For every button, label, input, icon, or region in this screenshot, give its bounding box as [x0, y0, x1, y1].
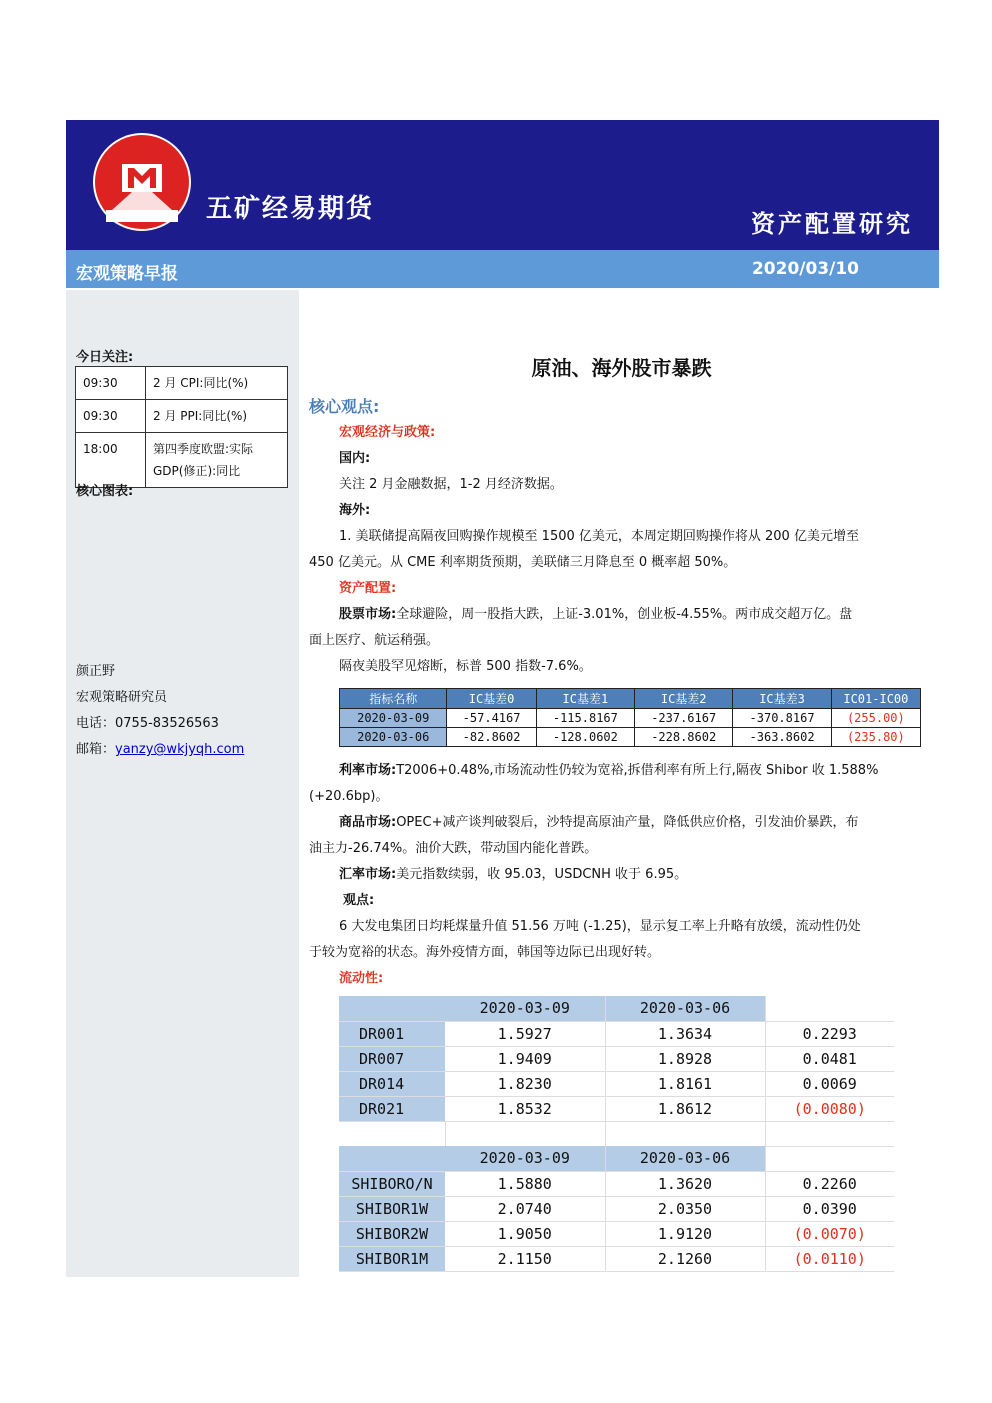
- rate-name: DR014: [339, 1071, 445, 1096]
- table-row: [339, 1246, 894, 1271]
- company-name: 五矿经易期货: [206, 194, 375, 224]
- rate-name: SHIBORO/N: [339, 1171, 445, 1196]
- author-phone: 电话：0755-83526563: [76, 716, 219, 731]
- table-cell: 1.8230: [445, 1071, 605, 1096]
- table-cell: (0.0070): [765, 1221, 894, 1246]
- author-role: 宏观策略研究员: [76, 690, 168, 705]
- overseas-heading: 海外:: [339, 503, 371, 518]
- diff-header: [765, 996, 894, 1021]
- table-row: [339, 1021, 894, 1046]
- minmetals-logo: [92, 132, 192, 232]
- fx-market-row: [339, 862, 687, 888]
- row-date: 2020-03-06: [340, 728, 447, 747]
- table-cell: (255.00): [831, 709, 920, 728]
- event-time: 09:30: [76, 400, 146, 433]
- table-cell: (0.0110): [765, 1246, 894, 1271]
- email-link[interactable]: yanzy@wkjyqh.com: [115, 742, 245, 757]
- event-time: 09:30: [76, 367, 146, 400]
- asset-allocation-heading: 资产配置:: [339, 581, 397, 596]
- event-name: 第四季度欧盟:实际GDP(修正):同比: [146, 433, 288, 488]
- rate-name: SHIBOR2W: [339, 1221, 445, 1246]
- commodity-text: OPEC+减产谈判破裂后，沙特提高原油产量，降低供应价格，引发油价暴跌，布: [396, 815, 859, 830]
- commodity-label: 商品市场:: [339, 815, 397, 830]
- column-header: IC基差0: [447, 689, 536, 709]
- fx-text: 美元指数续弱，收 95.03，USDCNH 收于 6.95。: [396, 867, 688, 882]
- table-cell: 1.9050: [445, 1221, 605, 1246]
- rate-name: SHIBOR1M: [339, 1246, 445, 1271]
- event-time: 18:00: [76, 433, 146, 488]
- overseas-text-2: 450 亿美元。从 CME 利率期货预期，美联储三月降息至 0 概率超 50%。: [309, 555, 737, 570]
- rate-name: DR007: [339, 1046, 445, 1071]
- stock-text-2: 面上医疗、航运稍强。: [309, 633, 440, 648]
- report-type: 宏观策略早报: [76, 264, 178, 284]
- report-date: 2020/03/10: [751, 259, 859, 279]
- table-cell: -82.8602: [447, 728, 536, 747]
- column-header: IC基差2: [635, 689, 733, 709]
- view-text-1: 6 大发电集团日均耗煤量升值 51.56 万吨 (-1.25)，显示复工率上升略有放缓，流动性仍处: [339, 919, 861, 934]
- table-cell: (235.80): [831, 728, 920, 747]
- table-cell: 0.2293: [765, 1021, 894, 1046]
- stock-text: 全球避险，周一股指大跌，上证-3.01%，创业板-4.55%。两市成交超万亿。盘: [396, 607, 853, 622]
- table-cell: 1.8928: [605, 1046, 765, 1071]
- table-row: [76, 400, 288, 433]
- table-cell: 2.0740: [445, 1196, 605, 1221]
- table-row: [339, 1071, 894, 1096]
- core-view-heading: 核心观点:: [309, 397, 380, 416]
- diff-header: [765, 1146, 894, 1171]
- table-row: [339, 1171, 894, 1196]
- report-subbar: [66, 250, 939, 288]
- table-cell: (0.0080): [765, 1096, 894, 1121]
- column-header: 指标名称: [340, 689, 447, 709]
- rate-name: DR021: [339, 1096, 445, 1121]
- column-header: 2020-03-09: [445, 996, 605, 1021]
- us-stock-text: 隔夜美股罕见熔断，标普 500 指数-7.6%。: [339, 659, 592, 674]
- domestic-text: 关注 2 月金融数据，1-2 月经济数据。: [339, 477, 563, 492]
- row-date: 2020-03-09: [340, 709, 447, 728]
- commodity-text-2: 油主力-26.74%。油价大跌，带动国内能化普跌。: [309, 841, 598, 856]
- table-cell: 0.0481: [765, 1046, 894, 1071]
- shibor-rate-table: [339, 1146, 894, 1272]
- view-heading: 观点:: [343, 893, 375, 908]
- table-cell: -228.8602: [635, 728, 733, 747]
- table-cell: 1.3634: [605, 1021, 765, 1046]
- column-header: 2020-03-06: [605, 1146, 765, 1171]
- table-cell: 2.1260: [605, 1246, 765, 1271]
- rate-label: 利率市场:: [339, 763, 397, 778]
- sidebar: [66, 290, 299, 1277]
- fx-label: 汇率市场:: [339, 867, 397, 882]
- table-row: [340, 728, 921, 747]
- focus-title: 今日关注:: [76, 350, 134, 365]
- author-name: 颜正野: [76, 664, 116, 679]
- report-header: [66, 120, 939, 250]
- rate-text-2: (+20.6bp)。: [309, 789, 389, 804]
- table-cell: -57.4167: [447, 709, 536, 728]
- rate-name: DR001: [339, 1021, 445, 1046]
- table-cell: -115.8167: [536, 709, 634, 728]
- page-title: 原油、海外股市暴跌: [531, 356, 712, 380]
- table-row: [339, 1046, 894, 1071]
- table-cell: 1.9409: [445, 1046, 605, 1071]
- column-header: IC01-IC00: [831, 689, 920, 709]
- table-row: [340, 709, 921, 728]
- stock-market-row: [339, 602, 852, 628]
- table-cell: -370.8167: [733, 709, 831, 728]
- table-cell: 1.5880: [445, 1171, 605, 1196]
- table-cell: 0.2260: [765, 1171, 894, 1196]
- table-cell: 1.8161: [605, 1071, 765, 1096]
- table-cell: 0.0069: [765, 1071, 894, 1096]
- table-cell: 2.0350: [605, 1196, 765, 1221]
- table-cell: -128.0602: [536, 728, 634, 747]
- table-header-row: [339, 996, 894, 1021]
- table-cell: 1.8612: [605, 1096, 765, 1121]
- table-cell: 2.1150: [445, 1246, 605, 1271]
- corner-cell: [339, 1146, 445, 1171]
- column-header: IC基差3: [733, 689, 831, 709]
- column-header: 2020-03-09: [445, 1146, 605, 1171]
- liquidity-heading: 流动性:: [339, 971, 384, 986]
- table-cell: 1.9120: [605, 1221, 765, 1246]
- commodity-market-row: [339, 810, 858, 836]
- table-header-row: [339, 1146, 894, 1171]
- department-title: 资产配置研究: [751, 210, 913, 238]
- corner-cell: [339, 996, 445, 1021]
- table-cell: 1.5927: [445, 1021, 605, 1046]
- table-cell: 1.8532: [445, 1096, 605, 1121]
- event-name: 2 月 CPI:同比(%): [146, 367, 288, 400]
- table-header-row: [340, 689, 921, 709]
- charts-title: 核心图表:: [76, 484, 134, 499]
- macro-policy-heading: 宏观经济与政策:: [339, 425, 436, 440]
- column-header: IC基差1: [536, 689, 634, 709]
- table-cell: 0.0390: [765, 1196, 894, 1221]
- rate-market-row: [339, 758, 878, 784]
- focus-events-table: [75, 366, 288, 488]
- rate-text: T2006+0.48%,市场流动性仍较为宽裕,拆借利率有所上行,隔夜 Shibor 收 1.588%: [396, 763, 879, 778]
- table-cell: 1.3620: [605, 1171, 765, 1196]
- table-row: [339, 1196, 894, 1221]
- overseas-text-1: 1. 美联储提高隔夜回购操作规模至 1500 亿美元，本周定期回购操作将从 200 亿美元增至: [339, 529, 859, 544]
- table-cell: -363.8602: [733, 728, 831, 747]
- stock-label: 股票市场:: [339, 607, 397, 622]
- ic-basis-table: [339, 688, 921, 747]
- dr-rate-table: [339, 996, 894, 1147]
- column-header: 2020-03-06: [605, 996, 765, 1021]
- table-row: [339, 1221, 894, 1246]
- table-row: [339, 1096, 894, 1121]
- email-label: 邮箱：: [76, 742, 116, 757]
- view-text-2: 于较为宽裕的状态。海外疫情方面，韩国等边际已出现好转。: [309, 945, 661, 960]
- spacer-row: [339, 1121, 894, 1146]
- rate-name: SHIBOR1W: [339, 1196, 445, 1221]
- table-cell: -237.6167: [635, 709, 733, 728]
- table-row: [76, 367, 288, 400]
- author-email-row: [76, 738, 244, 757]
- domestic-heading: 国内:: [339, 451, 371, 466]
- event-name: 2 月 PPI:同比(%): [146, 400, 288, 433]
